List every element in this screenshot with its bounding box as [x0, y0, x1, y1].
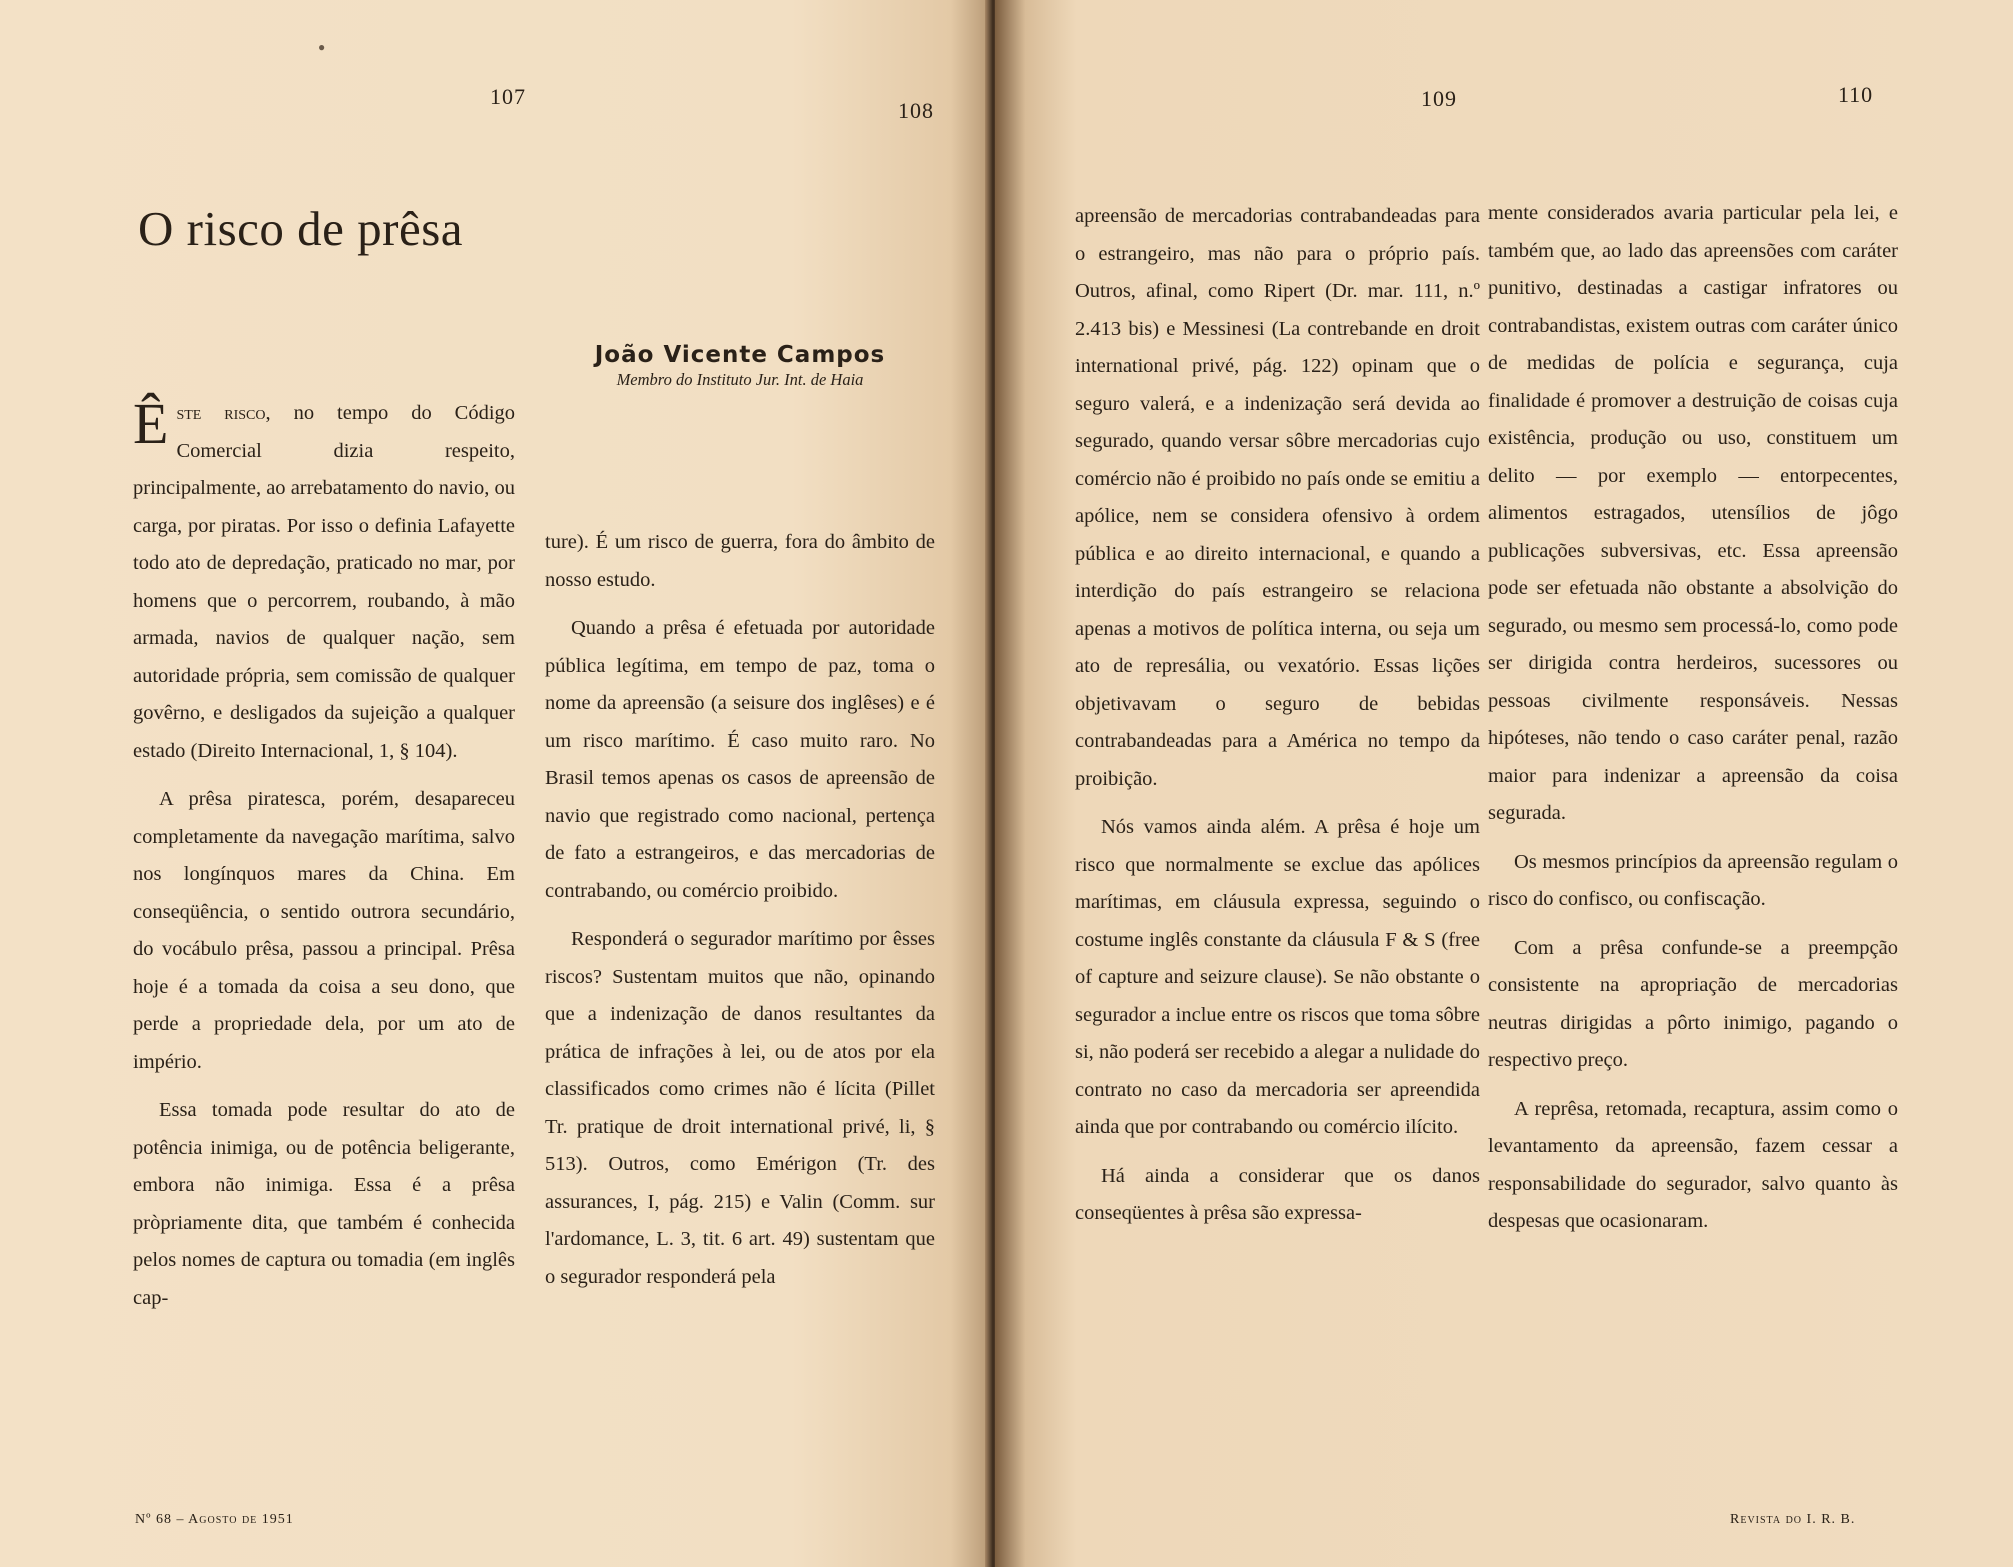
paragraph: Essa tomada pode resultar do ato de potência inimiga, ou de potência beligerante, embora não inimiga. Essa é a prêsa pròpriamente dita, que também é conhecida pelos nomes de captura ou tomadia (em inglês cap-: [133, 1099, 515, 1309]
paragraph-text: , no tempo do Código Comercial dizia respeito, principalmente, ao arrebatamento do navio, ou carga, por piratas. Por isso o definia Lafayette todo ato de depredação, praticado no mar, por homens que o percorrem, roubando, à mão armada, navios de qualquer nação, sem autoridade própria, sem comissão de qualquer govêrno, e desligados da sujeição a qualquer estado (Direito Internacional, 1, § 104).: [133, 402, 516, 762]
small-caps-lead: ste risco: [176, 402, 266, 424]
column-1: [133, 391, 516, 1328]
author-name: João Vicente Campos: [594, 342, 886, 368]
article-title: O risco de prêsa: [138, 201, 464, 256]
paragraph: Quando a prêsa é efetuada por autoridade pública legítima, em tempo de paz, toma o nome da apreensão (a seisure dos inglêses) e é um risco marítimo. É caso muito raro. No Brasil temos apenas os casos de apreensão de navio que registrado como nacional, pertença de fato a estrangeiros, e das mercadorias de contrabando, ou comércio proibido.: [545, 617, 935, 902]
paragraph: mente considerados avaria particular pela lei, e também que, ao lado das apreensões com caráter punitivo, destinadas a castigar infratores ou contrabandistas, existem outras com caráter único de medidas de polícia e segurança, cuja finalidade é promover a destruição de coisas cuja existência, produção ou uso, constituem um delito — por exemplo — entorpecentes, alimentos estragados, utensílios de jôgo publicações subversivas, etc. Essa apreensão pode ser efetuada não obstante a absolvição do segurado, ou mesmo sem processá-lo, como pode ser dirigida contra herdeiros, sucessores ou pessoas civilmente responsáveis. Nessas hipóteses, não tendo o caso caráter penal, razão maior para indenizar a apreensão da coisa segurada.: [1488, 202, 1898, 824]
paragraph: Nós vamos ainda além. A prêsa é hoje um risco que normalmente se exclue das apólices marítimas, em cláusula expressa, seguindo o costume inglês constante da cláusula F & S (free of capture and seizure clause). Se não obstante o segurador a inclue entre os riscos que toma sôbre si, não poderá ser recebido a alegar a nulidade do contrato no caso da mercadoria ser apreendida ainda que por contrabando ou comércio ilícito.: [1075, 816, 1480, 1138]
left-page: [0, 0, 990, 1567]
column-3: [1075, 198, 1480, 1244]
paragraph: apreensão de mercadorias contrabandeadas para o estrangeiro, mas não para o próprio país. Outros, afinal, como Ripert (Dr. mar. 111, n.º 2.413 bis) e Messinesi (La contrebande en droit international privé, pág. 122) opinam que o seguro valerá, e a indenização será devida ao segurado, quando versar sôbre mercadorias cujo comércio não é proibido no país onde se emitiu a apólice, nem se considera ofensivo à ordem pública e ao direito internacional, e quando a interdição do país estrangeiro se relaciona apenas a motivos de política interna, ou seja um ato de represália, ou vexatório. Essas lições objetivavam o seguro de bebidas contrabandeadas para a América no tempo da proibição.: [1075, 205, 1480, 790]
drop-cap: Ê: [133, 391, 169, 456]
footer-journal: Revista do I. R. B.: [1730, 1512, 1856, 1527]
paragraph: A prêsa piratesca, porém, desapareceu completamente da navegação marítima, salvo nos longínquos mares da China. Em conseqüência, o sentido outrora secundário, do vocábulo prêsa, passou a principal. Prêsa hoje é a tomada da coisa a seu dono, que perde a propriedade dela, por um ato de império.: [133, 788, 515, 1073]
page-number-110: 110: [1838, 82, 1874, 107]
paragraph: A reprêsa, retomada, recaptura, assim como o levantamento da apreensão, fazem cessar a responsabilidade do segurador, salvo quanto às despesas que ocasionaram.: [1488, 1097, 1898, 1232]
paragraph: Com a prêsa confunde-se a preempção consistente na apropriação de mercadorias neutras dirigidas a pôrto inimigo, pagando o respectivo preço.: [1488, 936, 1898, 1071]
footer-issue: Nº 68 – Agosto de 1951: [135, 1512, 294, 1527]
ink-speck: ●: [318, 40, 326, 54]
paragraph: Os mesmos princípios da apreensão regulam o risco do confisco, ou confiscação.: [1488, 850, 1898, 910]
paragraph: Há ainda a considerar que os danos conseqüentes à prêsa são expressa-: [1075, 1164, 1480, 1224]
column-4: [1488, 195, 1898, 1252]
author-block: [555, 342, 925, 390]
right-page: [995, 0, 2013, 1567]
paragraph: ture). É um risco de guerra, fora do âmbito de nosso estudo.: [545, 531, 935, 591]
column-2: [545, 524, 935, 1307]
paragraph: [133, 391, 516, 770]
paragraph: Responderá o segurador marítimo por êsses riscos? Sustentam muitos que não, opinando que a indenização de danos resultantes da prática de infrações à lei, ou de atos por ela classificados como crimes não é lícita (Pillet Tr. pratique de droit international privé, li, § 513). Outros, como Emérigon (Tr. des assurances, I, pág. 215) e Valin (Comm. sur l'ardomance, L. 3, tit. 6 art. 49) sustentam que o segurador responderá pela: [545, 928, 935, 1288]
page-number-108: 108: [898, 98, 934, 123]
author-affiliation: Membro do Instituto Jur. Int. de Haia: [616, 370, 864, 389]
page-number-109: 109: [1421, 86, 1457, 111]
page-number-107: 107: [490, 84, 526, 109]
